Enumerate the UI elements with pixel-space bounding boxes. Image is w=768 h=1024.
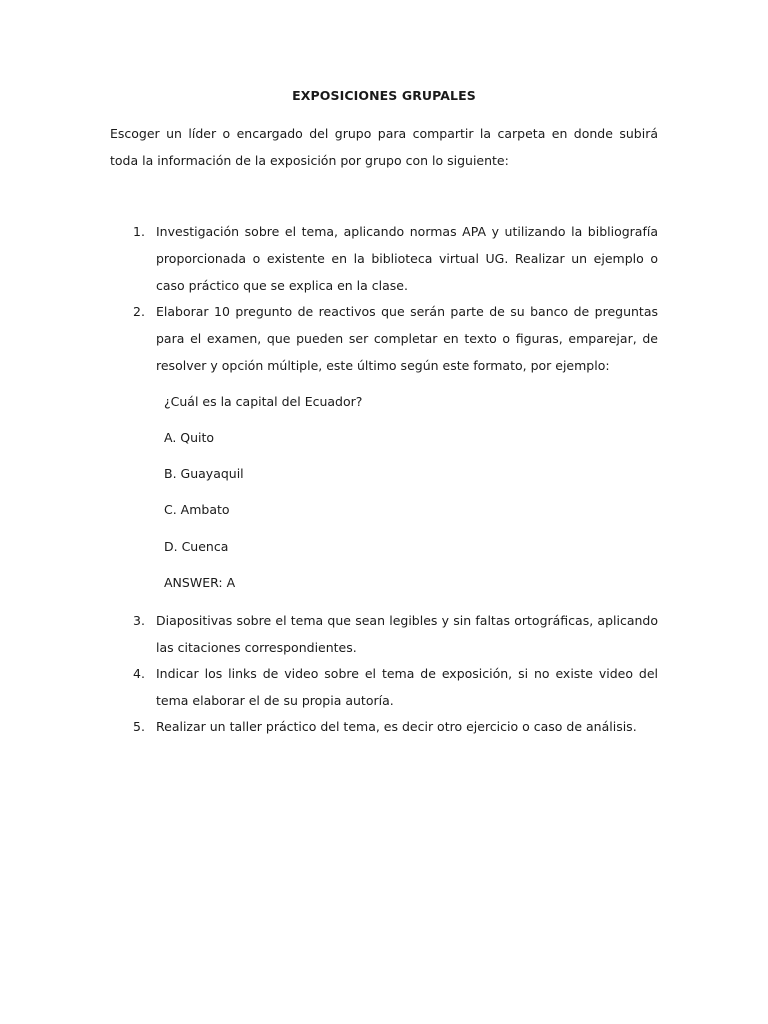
intro-paragraph: Escoger un líder o encargado del grupo para compartir la carpeta en donde subirá toda la información de la exposición por grupo con lo siguiente:	[110, 126, 658, 168]
document-title: EXPOSICIONES GRUPALES	[292, 88, 476, 103]
example-answer: ANSWER: A	[164, 575, 236, 590]
list-item-number: 2.	[133, 304, 145, 319]
example-question: ¿Cuál es la capital del Ecuador?	[164, 394, 363, 409]
example-option-c: C. Ambato	[164, 502, 230, 517]
list-item	[133, 607, 658, 661]
list-item-text: Realizar un taller práctico del tema, es decir otro ejercicio o caso de análisis.	[156, 719, 637, 734]
list-item-text: Diapositivas sobre el tema que sean legibles y sin faltas ortográficas, aplicando las citaciones correspondientes.	[156, 613, 658, 655]
example-option-d: D. Cuenca	[164, 539, 229, 554]
list-item-text: Indicar los links de video sobre el tema de exposición, si no existe video del tema elaborar el de su propia autoría.	[156, 666, 658, 708]
list-item-text: Elaborar 10 pregunto de reactivos que serán parte de su banco de preguntas para el examen, que pueden ser completar en texto o figuras, emparejar, de resolver y opción múltiple, este último según este formato, por ejemplo:	[156, 304, 658, 373]
list-item-number: 3.	[133, 613, 145, 628]
list-item	[133, 713, 658, 740]
list-item	[133, 298, 658, 379]
list-item-number: 5.	[133, 719, 145, 734]
list-item-text: Investigación sobre el tema, aplicando normas APA y utilizando la bibliografía proporcionada o existente en la biblioteca virtual UG. Realizar un ejemplo o caso práctico que se explica en la clase.	[156, 224, 658, 293]
example-option-a: A. Quito	[164, 430, 215, 445]
list-item-number: 4.	[133, 666, 145, 681]
list-item	[133, 218, 658, 299]
example-option-b: B. Guayaquil	[164, 466, 244, 481]
list-item	[133, 660, 658, 714]
list-item-number: 1.	[133, 224, 145, 239]
